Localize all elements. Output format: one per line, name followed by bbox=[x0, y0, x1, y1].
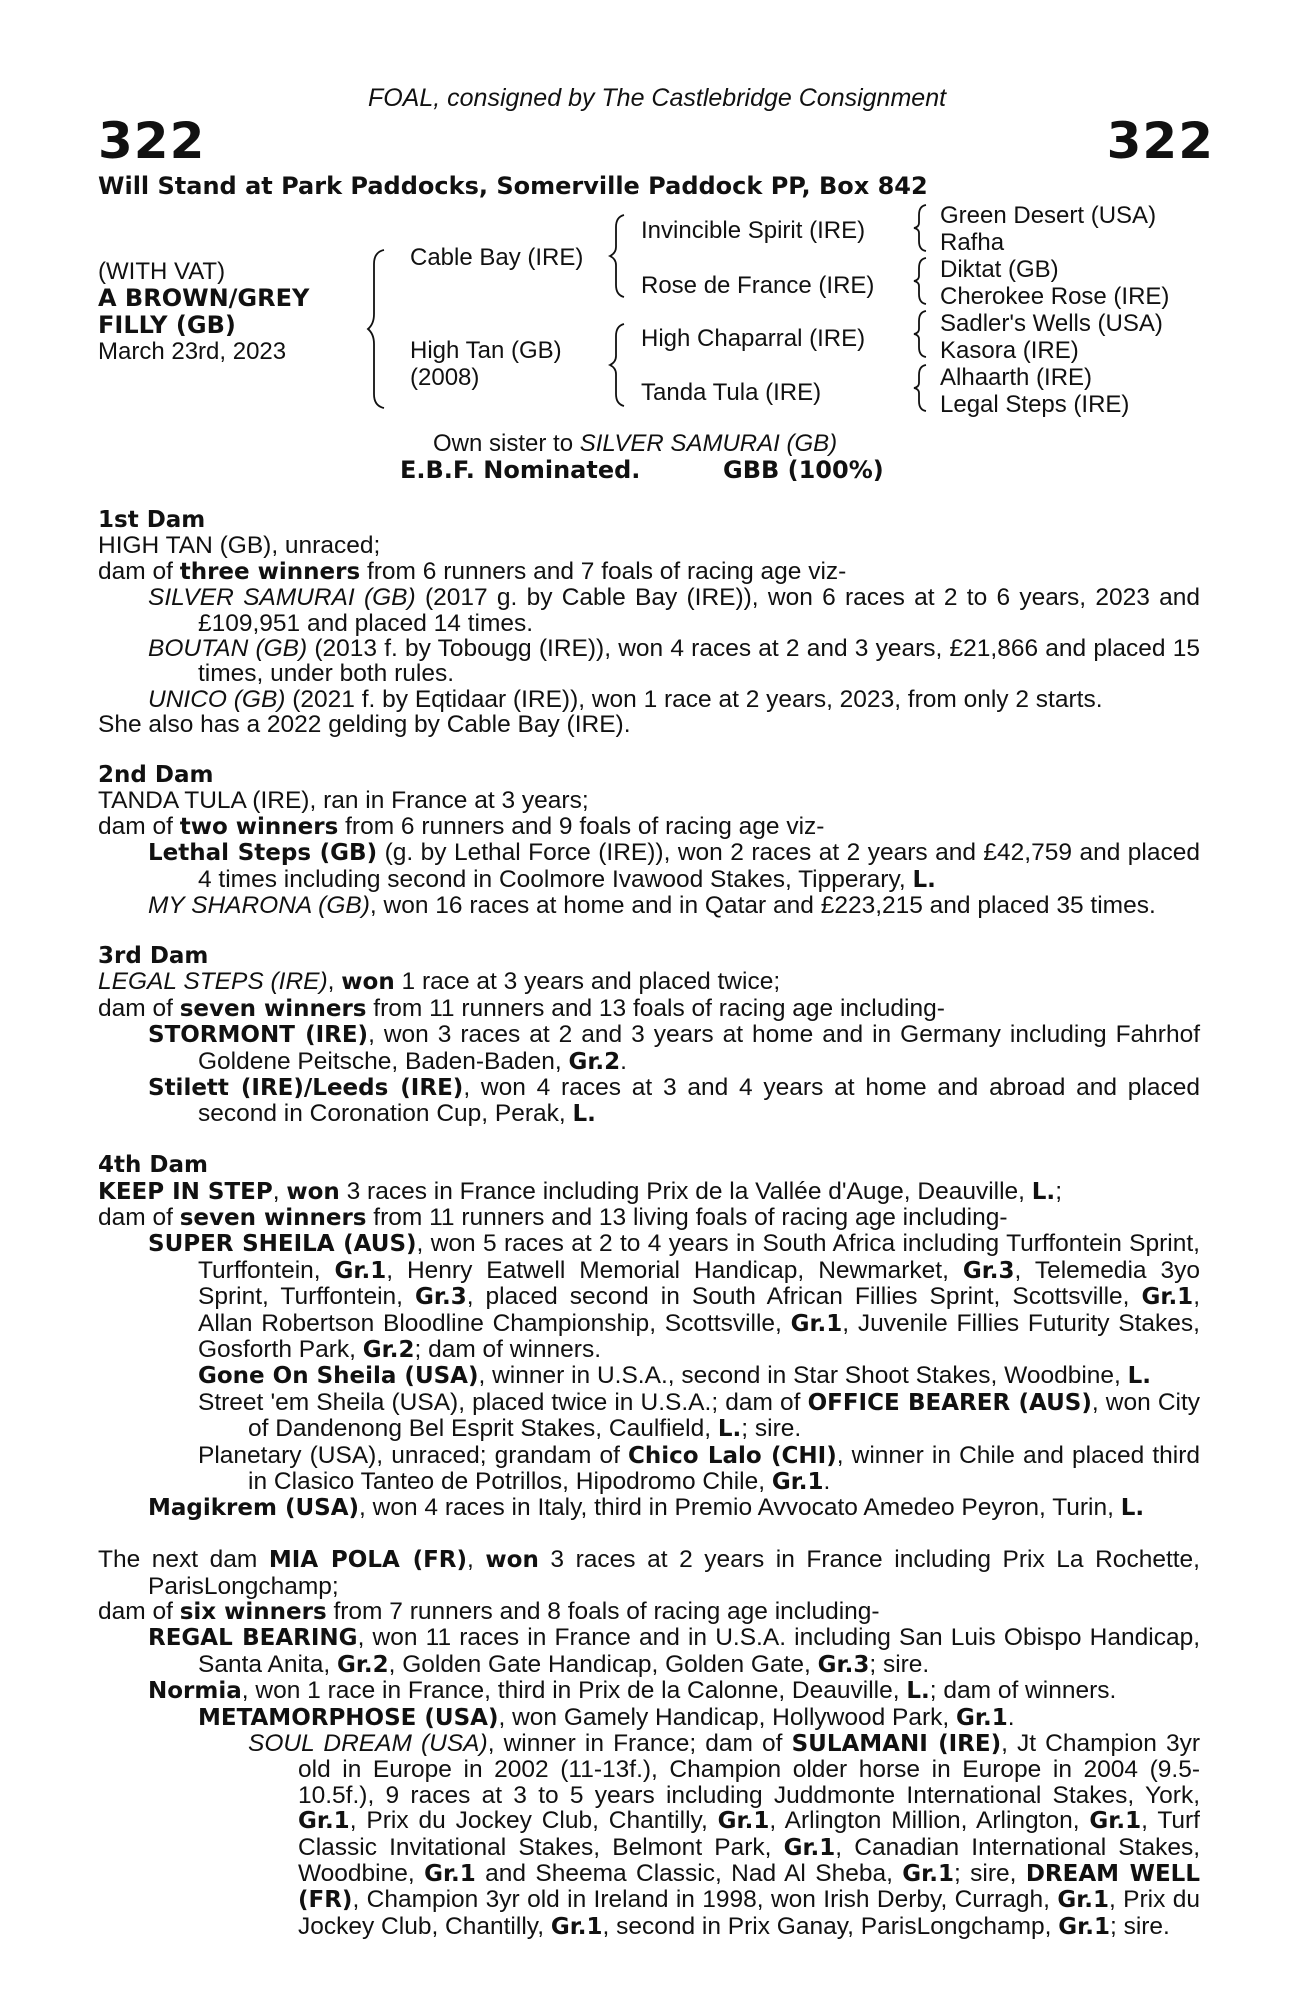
ebf-nominated: E.B.F. Nominated. bbox=[400, 456, 641, 484]
pedigree-dam-sire: High Chaparral (IRE) bbox=[641, 325, 866, 352]
grand-produce-entry: Street 'em Sheila (USA), placed twice in U.S.A.; dam of OFFICE BEARER (AUS), won City of Dandenong Bel Esprit Stakes, Caulfield, L.; sire. bbox=[198, 1388, 1201, 1443]
produce-entry: MY SHARONA (GB), won 16 races at home and in Qatar and £223,215 and placed 35 times. bbox=[148, 892, 1156, 920]
pedigree-ggp-6: Kasora (IRE) bbox=[940, 337, 1079, 364]
own-sister-note: Own sister to SILVER SAMURAI (GB) bbox=[433, 430, 838, 457]
lot-number-left: 322 bbox=[98, 112, 206, 170]
grand-produce-entry: Planetary (USA), unraced; grandam of Chico Lalo (CHI), winner in Chile and placed third in Clasico Tanteo de Potrillos, Hipodromo Chile, Gr.1. bbox=[198, 1441, 1200, 1495]
pedigree-ggp-3: Diktat (GB) bbox=[940, 256, 1059, 283]
produce-entry: Magikrem (USA), won 4 races in Italy, third in Premio Avvocato Amedeo Peyron, Turin, L. bbox=[148, 1494, 1145, 1522]
pedigree-ggp-5: Sadler's Wells (USA) bbox=[940, 310, 1163, 337]
stand-location: Will Stand at Park Paddocks, Somerville Paddock PP, Box 842 bbox=[98, 172, 928, 200]
produce-entry: STORMONT (IRE), won 3 races at 2 and 3 years at home and in Germany including Fahrhof Goldene Peitsche, Baden-Baden, Gr.2. bbox=[148, 1021, 1201, 1075]
produce-entry: SILVER SAMURAI (GB) (2017 g. by Cable Bay (IRE)), won 6 races at 2 to 6 years, 2023 and £109,951 and placed 14 times. bbox=[148, 584, 1200, 637]
fourth-dam-title: 4th Dam bbox=[98, 1152, 208, 1179]
produce-entry: UNICO (GB) (2021 f. by Eqtidaar (IRE)), won 1 race at 2 years, 2023, from only 2 starts. bbox=[148, 685, 1103, 713]
pedigree-bracket-sire bbox=[612, 213, 632, 299]
pedigree-sire-sire: Invincible Spirit (IRE) bbox=[641, 217, 866, 244]
pedigree-dam-year: (2008) bbox=[410, 364, 480, 391]
pedigree-sire-dam: Rose de France (IRE) bbox=[641, 272, 875, 299]
first-dam-also: She also has a 2022 gelding by Cable Bay (IRE). bbox=[98, 711, 631, 739]
lot-number-right: 322 bbox=[1106, 112, 1214, 170]
second-dam-title: 2nd Dam bbox=[98, 762, 214, 789]
foaling-date: March 23rd, 2023 bbox=[98, 338, 287, 365]
pedigree-bracket-ggp1 bbox=[914, 203, 930, 253]
third-dam-title: 3rd Dam bbox=[98, 942, 209, 969]
third-dam-produce-summary: dam of seven winners from 11 runners and 13 foals of racing age including- bbox=[98, 994, 945, 1022]
pedigree-ggp-7: Alhaarth (IRE) bbox=[940, 364, 1093, 391]
first-dam-produce-summary: dam of three winners from 6 runners and 7 foals of racing age viz- bbox=[98, 557, 847, 585]
pedigree-bracket-ggp4 bbox=[914, 363, 930, 413]
produce-entry: Stilett (IRE)/Leeds (IRE), won 4 races at 3 and 4 years at home and abroad and placed second in Coronation Cup, Perak, L. bbox=[148, 1073, 1200, 1128]
pedigree-bracket-main bbox=[370, 248, 390, 410]
produce-entry: Lethal Steps (GB) (g. by Lethal Force (IRE)), won 2 races at 2 years and £42,759 and placed 4 times including second in Coolmore Ivawood Stakes, Tipperary, L. bbox=[148, 839, 1200, 893]
produce-entry: BOUTAN (GB) (2013 f. by Tobougg (IRE)), won 4 races at 2 and 3 years, £21,866 and placed 15 times, under both rules. bbox=[148, 635, 1200, 688]
lot-description-line1: A BROWN/GREY bbox=[98, 284, 310, 312]
first-dam-title: 1st Dam bbox=[98, 507, 206, 533]
next-dam-line: The next dam MIA POLA (FR), won 3 races at 2 years in France including Prix La Rochette, ParisLongchamp; bbox=[98, 1546, 1200, 1600]
gbb-rating: GBB (100%) bbox=[723, 456, 884, 484]
next-dam-produce-summary: dam of six winners from 7 runners and 8 foals of racing age including- bbox=[98, 1598, 880, 1625]
pedigree-bracket-dam bbox=[612, 322, 632, 408]
pedigree-ggp-4: Cherokee Rose (IRE) bbox=[940, 283, 1170, 310]
pedigree-bracket-ggp3 bbox=[914, 309, 930, 359]
vat-note: (WITH VAT) bbox=[98, 258, 226, 285]
lot-description-line2: FILLY (GB) bbox=[98, 311, 236, 339]
fourth-dam-line: KEEP IN STEP, won 3 races in France including Prix de la Vallée d'Auge, Deauville, L.; bbox=[98, 1177, 1062, 1205]
consignment-line: FOAL, consigned by The Castlebridge Consignment bbox=[367, 84, 947, 112]
pedigree-ggp-1: Green Desert (USA) bbox=[940, 202, 1157, 229]
first-dam-line: HIGH TAN (GB), unraced; bbox=[98, 532, 381, 560]
produce-entry: SUPER SHEILA (AUS), won 5 races at 2 to 4 years in South Africa including Turffontein Sprint, Turffontein, Gr.1, Henry Eatwell Memorial Handicap, Newmarket, Gr.3, Telemedia 3yo Sprint, Turffontein, Gr.3, placed second in South African Fillies Sprint, Scottsville, Gr.1, Allan Robertson Bloodline Championship, Scottsville, Gr.1, Juvenile Fillies Futurity Stakes, Gosforth Park, Gr.2; dam of winners. bbox=[148, 1230, 1200, 1363]
second-dam-produce-summary: dam of two winners from 6 runners and 9 foals of racing age viz- bbox=[98, 812, 825, 840]
grand-produce-entry: METAMORPHOSE (USA), won Gamely Handicap, Hollywood Park, Gr.1. bbox=[198, 1703, 1015, 1731]
pedigree-dam-dam: Tanda Tula (IRE) bbox=[641, 379, 822, 406]
pedigree-ggp-2: Rafha bbox=[940, 229, 1005, 256]
grand-produce-entry: Gone On Sheila (USA), winner in U.S.A., second in Star Shoot Stakes, Woodbine, L. bbox=[198, 1362, 1152, 1390]
produce-entry: REGAL BEARING, won 11 races in France and in U.S.A. including San Luis Obispo Handicap, Santa Anita, Gr.2, Golden Gate Handicap, Golden Gate, Gr.3; sire. bbox=[148, 1624, 1201, 1678]
produce-entry: Normia, won 1 race in France, third in Prix de la Calonne, Deauville, L.; dam of winners. bbox=[148, 1677, 1117, 1705]
catalogue-body bbox=[98, 508, 1200, 1940]
grand-produce-entry: SOUL DREAM (USA), winner in France; dam of SULAMANI (IRE), Jt Champion 3yr old in Europe in 2002 (11-13f.), Champion older horse in Europe in 2004 (9.5-10.5f.), 9 races at 3 to 5 years including Juddmonte International Stakes, York, Gr.1, Prix du Jockey Club, Chantilly, Gr.1, Arlington Million, Arlington, Gr.1, Turf Classic Invitational Stakes, Belmont Park, Gr.1, Canadian International Stakes, Woodbine, Gr.1 and Sheema Classic, Nad Al Sheba, Gr.1; sire, DREAM WELL (FR), Champion 3yr old in Ireland in 1998, won Irish Derby, Curragh, Gr.1, Prix du Jockey Club, Chantilly, Gr.1, second in Prix Ganay, ParisLongchamp, Gr.1; sire. bbox=[248, 1730, 1201, 1940]
fourth-dam-produce-summary: dam of seven winners from 11 runners and 13 living foals of racing age including- bbox=[98, 1203, 1008, 1231]
second-dam-line: TANDA TULA (IRE), ran in France at 3 years; bbox=[98, 787, 589, 815]
pedigree-sire: Cable Bay (IRE) bbox=[410, 244, 584, 271]
pedigree-dam: High Tan (GB) bbox=[410, 337, 562, 364]
pedigree-bracket-ggp2 bbox=[914, 256, 930, 306]
third-dam-line: LEGAL STEPS (IRE), won 1 race at 3 years and placed twice; bbox=[98, 968, 781, 996]
pedigree-ggp-8: Legal Steps (IRE) bbox=[940, 391, 1130, 418]
